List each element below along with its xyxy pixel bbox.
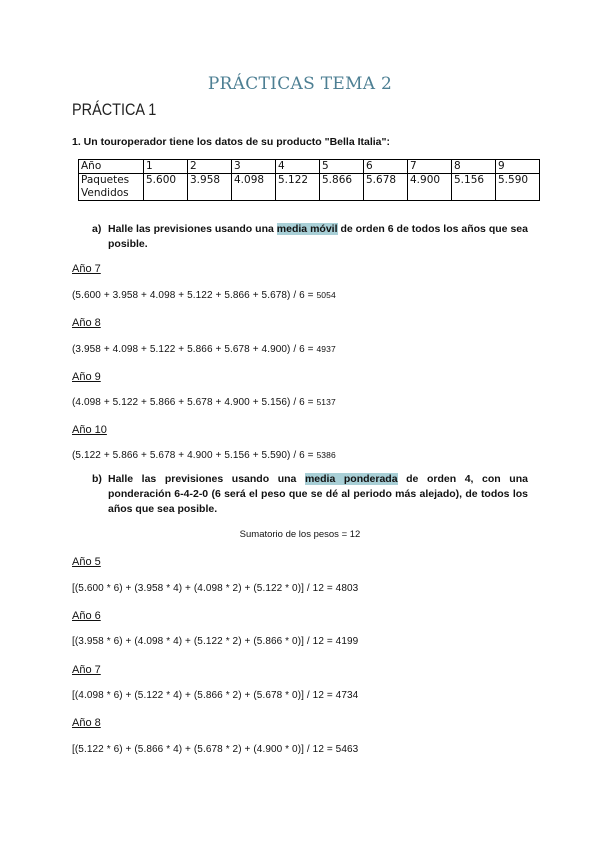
formula: [(5.122 * 6) + (5.866 * 4) + (5.678 * 2) + (4.900 * 0)] / 12 = 5463 (72, 744, 359, 755)
question-text (108, 472, 528, 517)
label-line: Vendidos (81, 187, 129, 199)
section-title: PRÁCTICA 1 (72, 100, 157, 119)
label-line: Paquetes (81, 174, 130, 186)
text-segment: Halle las previsiones usando una (108, 223, 277, 235)
formula-result: 4937 (316, 344, 336, 354)
table-cell-value: 5.600 (144, 174, 188, 201)
highlight: media ponderada (304, 473, 398, 485)
year-label: Año 6 (72, 610, 101, 622)
question-b (92, 472, 528, 517)
text-segment: Halle las previsiones usando una (108, 473, 305, 485)
formula-result: 5054 (316, 290, 336, 300)
table-cell-value: 5.590 (496, 174, 540, 201)
year-label: Año 7 (72, 664, 101, 676)
formula (72, 450, 336, 461)
year-label: Año 5 (72, 556, 101, 568)
table-cell-year: 1 (144, 160, 188, 174)
highlight: media móvil (276, 223, 338, 235)
formula-text: (3.958 + 4.098 + 5.122 + 5.866 + 5.678 + 4.900) / 6 = (72, 344, 317, 355)
table-cell-year: 2 (188, 160, 232, 174)
table-cell-value: 5.156 (452, 174, 496, 201)
table-cell-year: 4 (276, 160, 320, 174)
table-cell-year: 9 (496, 160, 540, 174)
table-cell-value: 3.958 (188, 174, 232, 201)
table-cell-year: 8 (452, 160, 496, 174)
sales-table (78, 159, 540, 201)
formula (72, 344, 336, 355)
table-row-label: Año (79, 160, 144, 174)
formula-result: 5137 (316, 397, 336, 407)
table-row-label (79, 174, 144, 201)
question-letter: a) (92, 223, 102, 235)
year-label: Año 8 (72, 717, 101, 729)
table-cell-year: 7 (408, 160, 452, 174)
question-text (108, 222, 528, 252)
formula-text: (5.122 + 5.866 + 5.678 + 4.900 + 5.156 + 5.590) / 6 = (72, 450, 317, 461)
year-label: Año 10 (72, 424, 107, 436)
table-cell-value: 4.098 (232, 174, 276, 201)
table-cell-year: 5 (320, 160, 364, 174)
table-row-sales (79, 174, 540, 201)
formula: [(3.958 * 6) + (4.098 * 4) + (5.122 * 2) + (5.866 * 0)] / 12 = 4199 (72, 636, 359, 647)
formula-text: (4.098 + 5.122 + 5.866 + 5.678 + 4.900 + 5.156) / 6 = (72, 397, 317, 408)
formula: [(5.600 * 6) + (3.958 * 4) + (4.098 * 2) + (5.122 * 0)] / 12 = 4803 (72, 583, 359, 594)
question-letter: b) (92, 473, 102, 485)
year-label: Año 8 (72, 317, 101, 329)
table-row-years (79, 160, 540, 174)
weights-sum: Sumatorio de los pesos = 12 (239, 529, 361, 540)
text-segment: de orden 4, con una ponderación 6-4-2-0 (6 será el peso que se dé al periodo más alejado), de todos los años que sea posible. (108, 473, 528, 515)
question-a (92, 222, 528, 252)
formula (72, 397, 336, 408)
table-cell-value: 4.900 (408, 174, 452, 201)
table-cell-value: 5.678 (364, 174, 408, 201)
formula-result: 5386 (316, 450, 336, 460)
question-1: 1. Un touroperador tiene los datos de su producto "Bella Italia": (72, 136, 390, 148)
page-title: PRÁCTICAS TEMA 2 (207, 74, 393, 94)
table-cell-year: 3 (232, 160, 276, 174)
formula: [(4.098 * 6) + (5.122 * 4) + (5.866 * 2) + (5.678 * 0)] / 12 = 4734 (72, 690, 359, 701)
table-cell-value: 5.866 (320, 174, 364, 201)
table-cell-year: 6 (364, 160, 408, 174)
table-cell-value: 5.122 (276, 174, 320, 201)
year-label: Año 9 (72, 371, 101, 383)
text-segment: de orden 6 de todos los años que sea posible. (108, 223, 528, 250)
year-label: Año 7 (72, 263, 101, 275)
formula-text: (5.600 + 3.958 + 4.098 + 5.122 + 5.866 + 5.678) / 6 = (72, 290, 317, 301)
formula (72, 290, 336, 301)
